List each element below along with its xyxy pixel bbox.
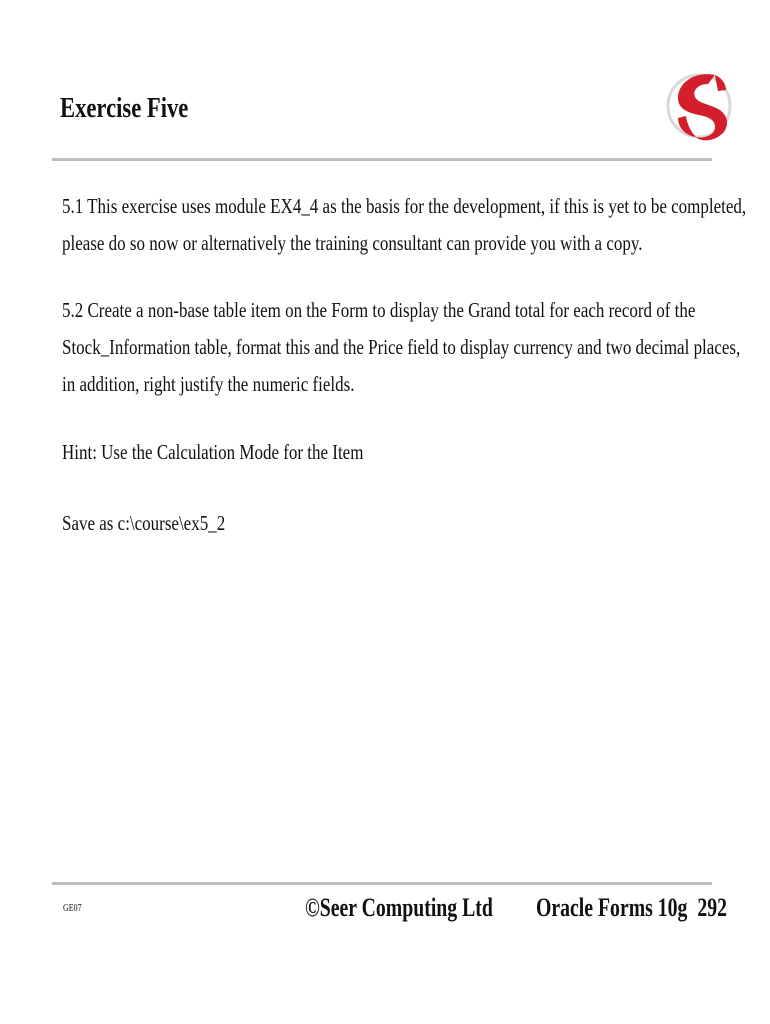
paragraph-line: 5.2 Create a non-base table item on the Form to display the Grand total for each record of the bbox=[62, 298, 696, 322]
footer-divider bbox=[52, 882, 712, 885]
paragraph-line: Stock_Information table, format this and the Price field to display currency and two decimal places, bbox=[62, 335, 741, 359]
paragraph-exercise-5-2 bbox=[62, 292, 741, 403]
footer-product-name: Oracle Forms 10g bbox=[536, 893, 688, 922]
save-as-text: Save as c:\course\ex5_2 bbox=[62, 511, 226, 535]
page-title: Exercise Five bbox=[60, 92, 189, 124]
footer-copyright: ©Seer Computing Ltd bbox=[305, 893, 493, 922]
seer-computing-logo-icon bbox=[666, 66, 732, 146]
footer-product-page bbox=[536, 893, 727, 923]
paragraph-line: please do so now or alternatively the training consultant can provide you with a copy. bbox=[62, 231, 643, 255]
header-divider bbox=[52, 158, 712, 161]
paragraph-line: in addition, right justify the numeric fields. bbox=[62, 372, 355, 396]
page-number: 292 bbox=[697, 893, 727, 922]
paragraph-line: 5.1 This exercise uses module EX4_4 as the basis for the development, if this is yet to be completed, bbox=[62, 194, 747, 218]
paragraph-exercise-5-1 bbox=[62, 188, 747, 262]
hint-text: Hint: Use the Calculation Mode for the Item bbox=[62, 440, 364, 464]
footer-code: GE07 bbox=[63, 903, 82, 914]
